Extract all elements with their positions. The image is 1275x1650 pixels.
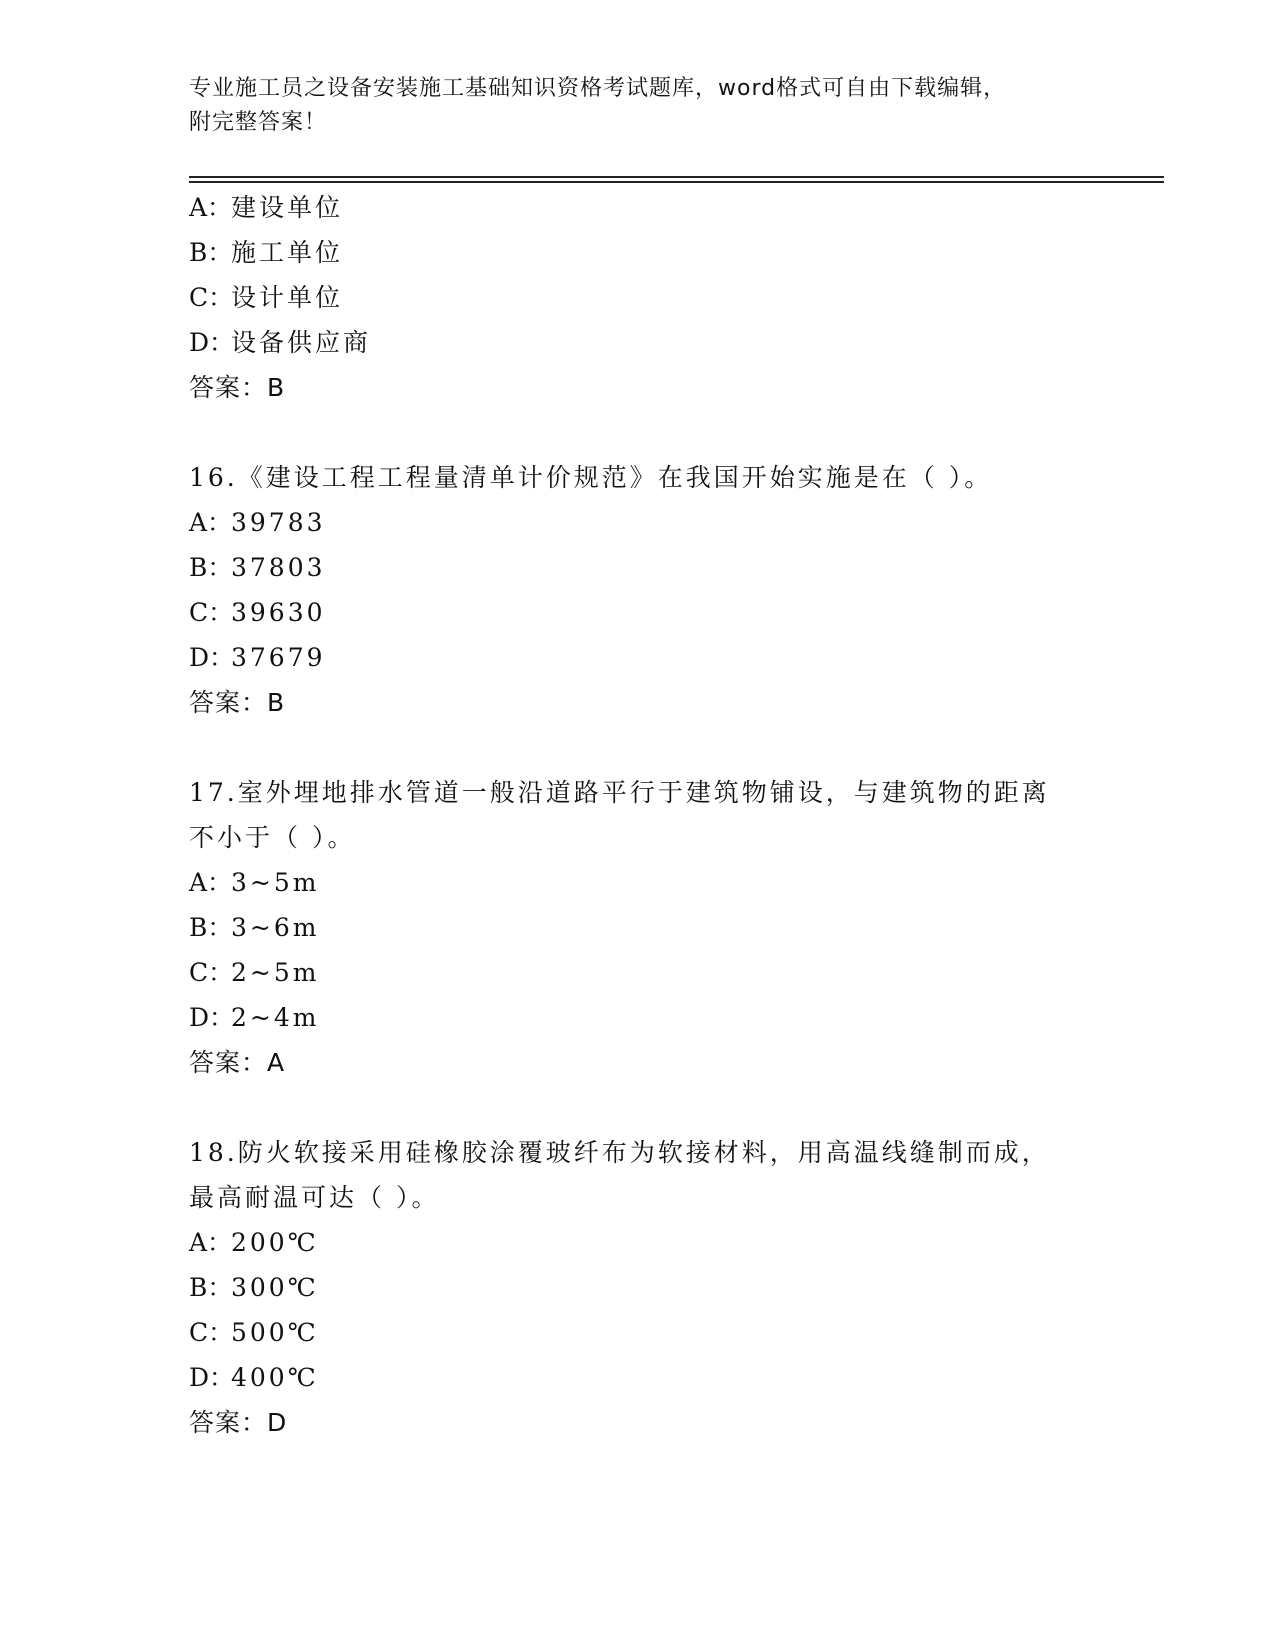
q17-option-d: D：2~4m: [189, 1003, 320, 1032]
document-header: [189, 72, 1089, 140]
header-rule-top: [189, 176, 1164, 178]
q17-option-a: A：3~5m: [189, 868, 320, 897]
q18-option-a: A：200℃: [189, 1228, 319, 1257]
header-line-1: 专业施工员之设备安装施工基础知识资格考试题库，word格式可自由下载编辑，: [189, 76, 1007, 101]
q16-option-b: B：37803: [189, 553, 326, 582]
q16-option-d: D：37679: [189, 643, 326, 672]
q17-stem-line-1: 17.室外埋地排水管道一般沿道路平行于建筑物铺设，与建筑物的距离: [189, 778, 1050, 807]
q17-option-b: B：3~6m: [189, 913, 320, 942]
q16-option-c: C：39630: [189, 598, 326, 627]
q17-answer: 答案：A: [189, 1048, 286, 1077]
q18-answer: 答案：D: [189, 1408, 288, 1437]
q15-answer: 答案：B: [189, 373, 286, 402]
q17-option-c: C：2~5m: [189, 958, 320, 987]
q18-stem-line-1: 18.防火软接采用硅橡胶涂覆玻纤布为软接材料，用高温线缝制而成，: [189, 1138, 1050, 1167]
q18-option-c: C：500℃: [189, 1318, 319, 1347]
q16-option-a: A：39783: [189, 508, 326, 537]
q15-option-b: B：施工单位: [189, 238, 344, 267]
q16-stem: 16.《建设工程工程量清单计价规范》在我国开始实施是在（ ）。: [189, 463, 993, 492]
header-rule-bottom: [189, 181, 1164, 183]
q15-option-d: D：设备供应商: [189, 328, 372, 357]
q17-stem-line-2: 不小于（ ）。: [189, 823, 356, 852]
q15-option-c: C：设计单位: [189, 283, 344, 312]
q16-answer: 答案：B: [189, 688, 286, 717]
q18-option-b: B：300℃: [189, 1273, 319, 1302]
q15-option-a: A：建设单位: [189, 193, 344, 222]
q18-stem-line-2: 最高耐温可达（ ）。: [189, 1183, 440, 1212]
header-line-2: 附完整答案！: [189, 110, 328, 135]
q18-option-d: D：400℃: [189, 1363, 319, 1392]
